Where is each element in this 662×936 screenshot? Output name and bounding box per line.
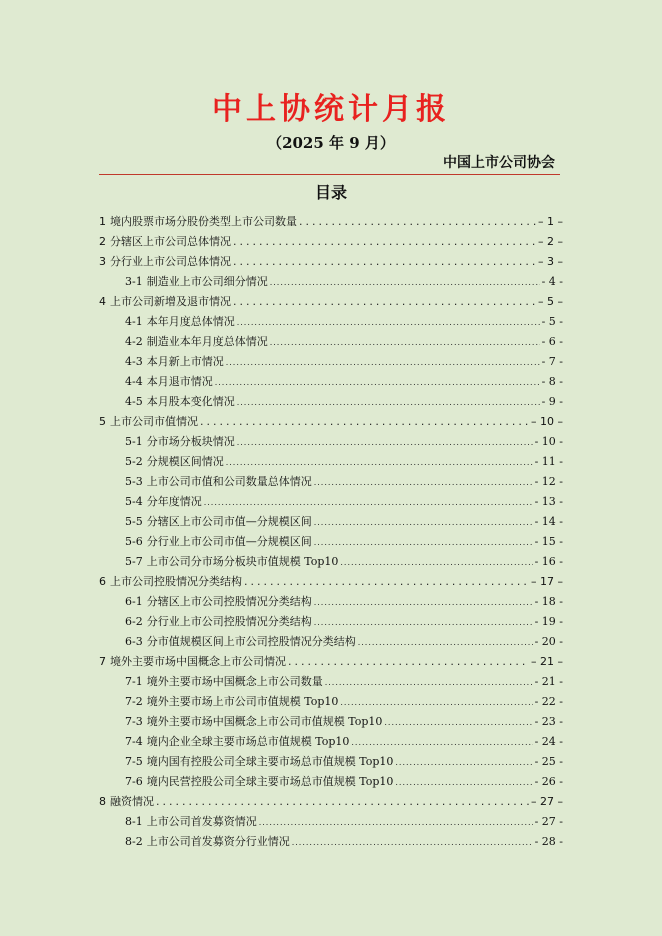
toc-entry-number: 7-2 [125, 695, 143, 708]
toc-entry-number: 4-4 [125, 375, 143, 388]
toc-entry-label: 制造业本年月度总体情况 [146, 335, 268, 348]
toc-entry-number: 7 [99, 655, 106, 668]
toc-entry-page: – 1 – [538, 215, 563, 228]
toc-entry-label: 分行业上市公司控股情况分类结构 [146, 615, 312, 628]
toc-leader [156, 792, 529, 812]
toc-entry-label: 分行业上市公司市值—分规模区间 [146, 535, 312, 548]
toc-entry-label: 分辖区上市公司总体情况 [110, 235, 231, 248]
toc-leader [226, 452, 533, 473]
toc-entry-page: - 5 - [541, 315, 563, 328]
toc-leader [270, 332, 540, 353]
toc-leader [233, 292, 536, 312]
toc-entry-page: – 27 – [531, 795, 563, 808]
toc-entry-number: 8 [99, 795, 106, 808]
toc-entry-6-1[interactable] [99, 592, 563, 612]
toc-entry-number: 4-5 [125, 395, 143, 408]
toc-leader [395, 752, 532, 773]
toc-entry-label: 境内民营控股公司全球主要市场总市值规模 Top10 [146, 775, 394, 788]
toc-entry-7-3[interactable] [99, 712, 563, 732]
toc-entry-number: 6-3 [125, 635, 143, 648]
toc-entry-6-2[interactable] [99, 612, 563, 632]
toc-entry-5-3[interactable] [99, 472, 563, 492]
toc-entry-label: 制造业上市公司细分情况 [146, 275, 268, 288]
toc-entry-7-2[interactable] [99, 692, 563, 712]
toc-entry-page: - 6 - [541, 335, 563, 348]
toc-leader [358, 632, 533, 653]
toc-entry-number: 5-1 [125, 435, 143, 448]
toc-entry-4[interactable] [99, 292, 563, 312]
toc-leader [270, 272, 540, 293]
toc-entry-page: – 21 – [531, 655, 563, 668]
toc-entry-number: 1 [99, 215, 106, 228]
toc-entry-number: 7-1 [125, 675, 143, 688]
toc-leader [314, 592, 533, 613]
toc-entry-page: – 2 – [538, 235, 563, 248]
toc-entry-number: 6 [99, 575, 106, 588]
toc-entry-label: 分规模区间情况 [146, 455, 224, 468]
toc-entry-label: 境内股票市场分股份类型上市公司数量 [110, 215, 297, 228]
toc-entry-8[interactable] [99, 792, 563, 812]
toc-entry-label: 境外主要市场中国概念上市公司情况 [110, 655, 286, 668]
toc-entry-4-1[interactable] [99, 312, 563, 332]
toc-entry-number: 2 [99, 235, 106, 248]
toc-entry-label: 上市公司首发募资情况 [146, 815, 257, 828]
toc-entry-number: 7-4 [125, 735, 143, 748]
toc-entry-page: - 19 - [534, 615, 563, 628]
toc-entry-label: 分辖区上市公司控股情况分类结构 [146, 595, 312, 608]
toc-entry-label: 上市公司市值和公司数量总体情况 [146, 475, 312, 488]
toc-entry-label: 境外主要市场上市公司市值规模 Top10 [146, 695, 339, 708]
toc-entry-page: - 16 - [534, 555, 563, 568]
toc-entry-8-1[interactable] [99, 812, 563, 832]
toc-entry-page: - 27 - [534, 815, 563, 828]
toc-entry-number: 5 [99, 415, 106, 428]
toc-leader [314, 532, 533, 553]
toc-leader [351, 732, 532, 753]
toc-entry-page: - 23 - [534, 715, 563, 728]
report-title: 中上协统计月报 [212, 92, 450, 127]
toc-entry-label: 分市场分板块情况 [146, 435, 235, 448]
toc-leader [215, 372, 540, 393]
toc-entry-number: 8-2 [125, 835, 143, 848]
toc-leader [395, 772, 532, 793]
toc-entry-number: 7-3 [125, 715, 143, 728]
toc-heading: 目录 [314, 183, 347, 202]
toc-entry-5-6[interactable] [99, 532, 563, 552]
toc-entry-page: - 22 - [534, 695, 563, 708]
toc-leader [244, 572, 529, 592]
toc-entry-page: - 9 - [541, 395, 563, 408]
toc-entry-page: - 14 - [534, 515, 563, 528]
toc-entry-number: 5-2 [125, 455, 143, 468]
toc-entry-label: 分辖区上市公司市值—分规模区间 [146, 515, 312, 528]
toc-leader [340, 552, 532, 573]
toc-entry-number: 4-1 [125, 315, 143, 328]
toc-entry-page: – 5 – [538, 295, 563, 308]
toc-entry-page: - 21 - [534, 675, 563, 688]
toc-entry-7-4[interactable] [99, 732, 563, 752]
toc-entry-1[interactable] [99, 212, 563, 232]
toc-leader [292, 832, 533, 853]
toc-entry-page: - 25 - [534, 755, 563, 768]
toc-entry-label: 本月新上市情况 [146, 355, 224, 368]
toc-entry-7-6[interactable] [99, 772, 563, 792]
toc-leader [384, 712, 532, 733]
toc-entry-number: 6-2 [125, 615, 143, 628]
toc-leader [314, 612, 533, 633]
toc-entry-label: 融资情况 [110, 795, 154, 808]
toc-entry-label: 境外主要市场中国概念上市公司市值规模 Top10 [146, 715, 383, 728]
toc-leader [314, 472, 533, 493]
toc-leader [288, 652, 529, 672]
toc-leader [200, 412, 529, 432]
toc-entry-page: - 28 - [534, 835, 563, 848]
toc-entry-page: – 3 – [538, 255, 563, 268]
toc-entry-page: - 18 - [534, 595, 563, 608]
toc-entry-page: - 4 - [541, 275, 563, 288]
toc-leader [314, 512, 533, 533]
toc-entry-label: 上市公司首发募资分行业情况 [146, 835, 290, 848]
toc-entry-label: 分年度情况 [146, 495, 202, 508]
toc-entry-5-2[interactable] [99, 452, 563, 472]
report-period: （2025 年 9 月） [267, 134, 395, 152]
toc-entry-number: 7-6 [125, 775, 143, 788]
toc-entry-number: 4-2 [125, 335, 143, 348]
header-divider [99, 174, 560, 175]
toc-entry-2[interactable] [99, 232, 563, 252]
toc-entry-label: 上市公司市值情况 [110, 415, 198, 428]
toc-leader [237, 312, 540, 333]
toc-leader [237, 392, 540, 413]
toc-entry-number: 3 [99, 255, 106, 268]
toc-entry-number: 3-1 [125, 275, 143, 288]
toc-entry-4-4[interactable] [99, 372, 563, 392]
toc-entry-label: 本月退市情况 [146, 375, 213, 388]
toc-entry-page: - 24 - [534, 735, 563, 748]
toc-entry-page: - 15 - [534, 535, 563, 548]
toc-entry-5-4[interactable] [99, 492, 563, 512]
toc-leader [226, 352, 540, 373]
toc-entry-label: 境内企业全球主要市场总市值规模 Top10 [146, 735, 350, 748]
toc-entry-label: 本月股本变化情况 [146, 395, 235, 408]
toc-entry-5[interactable] [99, 412, 563, 432]
toc-entry-6-3[interactable] [99, 632, 563, 652]
toc-entry-label: 上市公司控股情况分类结构 [110, 575, 242, 588]
toc-entry-label: 上市公司新增及退市情况 [110, 295, 231, 308]
toc-entry-number: 5-3 [125, 475, 143, 488]
toc-leader [299, 212, 536, 232]
toc-entry-number: 5-7 [125, 555, 143, 568]
toc-entry-number: 6-1 [125, 595, 143, 608]
toc-entry-label: 本年月度总体情况 [146, 315, 235, 328]
toc-entry-page: - 10 - [534, 435, 563, 448]
toc-entry-number: 4 [99, 295, 106, 308]
toc-entry-page: - 12 - [534, 475, 563, 488]
toc-entry-3[interactable] [99, 252, 563, 272]
toc-entry-number: 5-6 [125, 535, 143, 548]
toc-entry-4-3[interactable] [99, 352, 563, 372]
toc-leader [233, 232, 536, 252]
toc-entry-7[interactable] [99, 652, 563, 672]
toc-entry-label: 分行业上市公司总体情况 [110, 255, 231, 268]
toc-entry-page: - 20 - [534, 635, 563, 648]
toc-entry-4-5[interactable] [99, 392, 563, 412]
toc-leader [340, 692, 532, 713]
toc-entry-5-7[interactable] [99, 552, 563, 572]
toc-entry-label: 上市公司分市场分板块市值规模 Top10 [146, 555, 339, 568]
toc-entry-label: 境外主要市场中国概念上市公司数量 [146, 675, 323, 688]
toc-leader [233, 252, 536, 272]
toc-entry-number: 5-5 [125, 515, 143, 528]
toc-leader [325, 672, 533, 693]
toc-entry-4-2[interactable] [99, 332, 563, 352]
toc-entry-3-1[interactable] [99, 272, 563, 292]
toc-entry-page: - 11 - [534, 455, 563, 468]
toc-entry-7-5[interactable] [99, 752, 563, 772]
table-of-contents [99, 212, 563, 852]
toc-entry-page: – 10 – [531, 415, 563, 428]
toc-entry-page: - 7 - [541, 355, 563, 368]
toc-entry-number: 7-5 [125, 755, 143, 768]
organization-name: 中国上市公司协会 [443, 155, 555, 171]
toc-entry-page: – 17 – [531, 575, 563, 588]
toc-entry-page: - 13 - [534, 495, 563, 508]
toc-entry-label: 分市值规模区间上市公司控股情况分类结构 [146, 635, 356, 648]
toc-leader [259, 812, 533, 833]
toc-entry-5-1[interactable] [99, 432, 563, 452]
toc-entry-6[interactable] [99, 572, 563, 592]
toc-entry-page: - 8 - [541, 375, 563, 388]
toc-entry-5-5[interactable] [99, 512, 563, 532]
toc-entry-label: 境内国有控股公司全球主要市场总市值规模 Top10 [146, 755, 394, 768]
toc-entry-page: - 26 - [534, 775, 563, 788]
toc-leader [237, 432, 533, 453]
toc-entry-7-1[interactable] [99, 672, 563, 692]
toc-entry-8-2[interactable] [99, 832, 563, 852]
toc-entry-number: 5-4 [125, 495, 143, 508]
toc-entry-number: 8-1 [125, 815, 143, 828]
toc-leader [204, 492, 533, 513]
toc-entry-number: 4-3 [125, 355, 143, 368]
